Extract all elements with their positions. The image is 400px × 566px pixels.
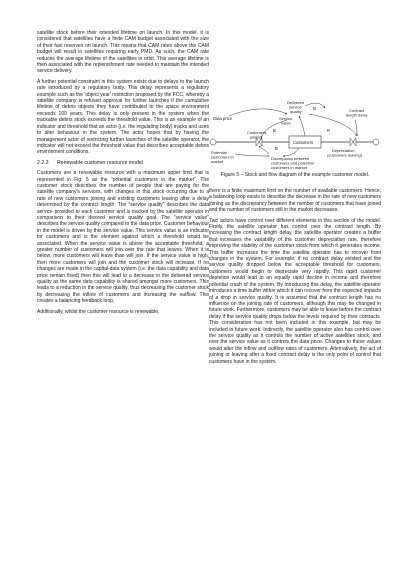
- label-data-price: Data price: [213, 116, 233, 121]
- link-arrow: [283, 148, 299, 156]
- label-service-value-2: value: [281, 120, 291, 126]
- loop-marker: R: [327, 128, 331, 133]
- label-customers-joining-1: Customers: [247, 130, 267, 135]
- paragraph: Additionally, whilst the customer resource is renewable,: [37, 308, 160, 315]
- right-column: [209, 188, 381, 369]
- label-discrepancy-1: Discrepancy between: [271, 156, 310, 161]
- label-contract-length-2: length delay: [346, 112, 368, 118]
- loop-marker: B: [313, 106, 316, 111]
- figure-caption: Figure 5 – Stock and flow diagram of the example customer model.: [220, 172, 370, 178]
- label-customers-joining-2: joining: [250, 134, 262, 140]
- label-depreciation-2: (customers leaving): [327, 152, 362, 158]
- loop-marker: B: [273, 128, 276, 133]
- label-service-value-1: Service: [279, 116, 293, 121]
- paragraph: there is a finite maximum limit on the number of available customers. Hence, a balancing loop exists to describe the decrease in the rate of new customers joining as the discrepancy between the number of customers that have joined and the number of customers still in the market decreases.: [209, 188, 381, 214]
- paragraph: Customers are a renewable resource with a maximum upper limit that is represented in Fig. 5 as the "potential customers in the market". The customer stock describes the number of people that are paying for the satellite company's services, with changes in this stock occurring due to a rate of new customers joining and existing customers leaving after a delay determined by the contract length. The "service quality" describes the data service provided to each customer and is tracked by the satellite operator in comparison to their desired service quality goal. The "service value" describes the service quality compared to the data price. Customer behaviour in the model is driven by this service value. This service value is an indicator for customers and is the element against which a threshold would be associated. When the service value is above the acceptable threshold, a greater number of customers will join over the rate that leaves. When it is below, more customers will leave than will join. If the service value is high, then more customers will join and the customer stock will increase. If no changes are made in the capital-data system (i.e. the data capability and data price remain fixed) then this will lead to a decrease in the delivered service quality as the same data capability is shared amongst more customers. This leads to a reduction in the service quality, thus decreasing the customer stock by decreasing the inflow of customers and increasing the outflow. This creates a balancing feedback loop.: [37, 170, 209, 305]
- link-arrow: [259, 146, 269, 154]
- link-arrow: [235, 154, 269, 156]
- figure-5: [209, 98, 381, 178]
- sink-cloud: [373, 139, 379, 145]
- label-potential-3: market: [211, 159, 224, 164]
- label-delivered-quality-1: Delivered: [287, 100, 304, 105]
- label-potential-1: Potential: [211, 150, 227, 155]
- stock-flow-diagram: [209, 98, 381, 170]
- section-title: Renewable customer resource model: [57, 159, 143, 166]
- label-delivered-quality-2: service: [289, 104, 302, 110]
- link-arrow: [299, 116, 305, 136]
- paragraph: Two actors have control over different elements in this section of the model. Firstly, the satellite operator has control over the contract length. By increasing the contract length delay, the satellite operator creates a buffer that increases the variability of the customer depreciation rate, therefore improving the stability of the customer stock from which it generates income. This buffer increases the time the satellite operator has to recover from changes in the system. For example, if no contract delay existed and the service quality dropped below the acceptable threshold for customers, customers would begin to depreciate very rapidly. This rapid customer depletion would lead to an equally rapid decline in income and therefore potential crash of the system. By introducing this delay, the satellite operator introduces a time buffer within which it can recover from the expected impacts of a drop in service quality. It is assumed that the contract length has no influence on the joining rate of customers, although this may be changed in future work. Furthermore, customers may be able to leave before the contract delay if the service quality drops below the levels required by their contracts. This consideration has not been included in this example, but may be included in future work. Indirectly, the satellite operator also has control over the service quality as it controls the number of active satellites stock, and over the service value as it controls the data price. Changes to these values would alter the inflow and outflow rates of customers. Alternatively, the act of joining or leaving after a fixed contract delay is the only point of control that customers have in the system.: [209, 217, 381, 365]
- label-potential-2: customers in: [211, 154, 234, 160]
- paragraph: A further potential constraint in this system exists due to delays to the launch rate introduced by a regulatory body. This delay represents a regulatory example such as the 'object year' restriction proposed by the FCC, whereby a satellite company is refused approval for further launches if the cumulative lifetime of debris objects they have contributed to the space environment exceeds 100 years. This delay is only present in the system when the trackable debris stock exceeds the threshold value. This is an example of an indicator and threshold that an actor (i.e. the regulating body) tracks and uses to alter behaviour in the system. The actor hopes that by having the management actor of restricting further launches of the satellite operator, the indicator will not exceed the threshold value that describes acceptable debris environment conditions.: [37, 78, 209, 156]
- source-cloud: [210, 139, 216, 145]
- loop-marker: B: [275, 146, 278, 151]
- outflow-valve: [350, 138, 356, 146]
- label-delivered-quality-3: quality: [290, 109, 302, 114]
- label-discrepancy-3: customers in market: [271, 165, 308, 170]
- left-column: [37, 30, 209, 319]
- section-heading: [37, 160, 209, 166]
- section-number: 2.2.3: [37, 159, 49, 166]
- label-contract-length-1: Contract: [349, 108, 365, 113]
- paragraph: satellite stock before their intended lifetime on launch. In this model, it is considered that satellites have a finite CAM budget associated with the size of their fuel reserves on launch. This means that CAM rates above the CAM budget will result in satellites requiring early PMD. As such, the CAM rate reduces the average lifetime of the satellites in orbit. This average lifetime is then associated with the replenishment rate needed to maintain the intended service delivery.: [37, 30, 209, 75]
- label-discrepancy-2: customers and potential: [271, 160, 314, 166]
- label-depreciation-1: Depreciation: [332, 148, 355, 153]
- link-arrow: [229, 109, 287, 116]
- label-customers: Customers: [293, 140, 314, 145]
